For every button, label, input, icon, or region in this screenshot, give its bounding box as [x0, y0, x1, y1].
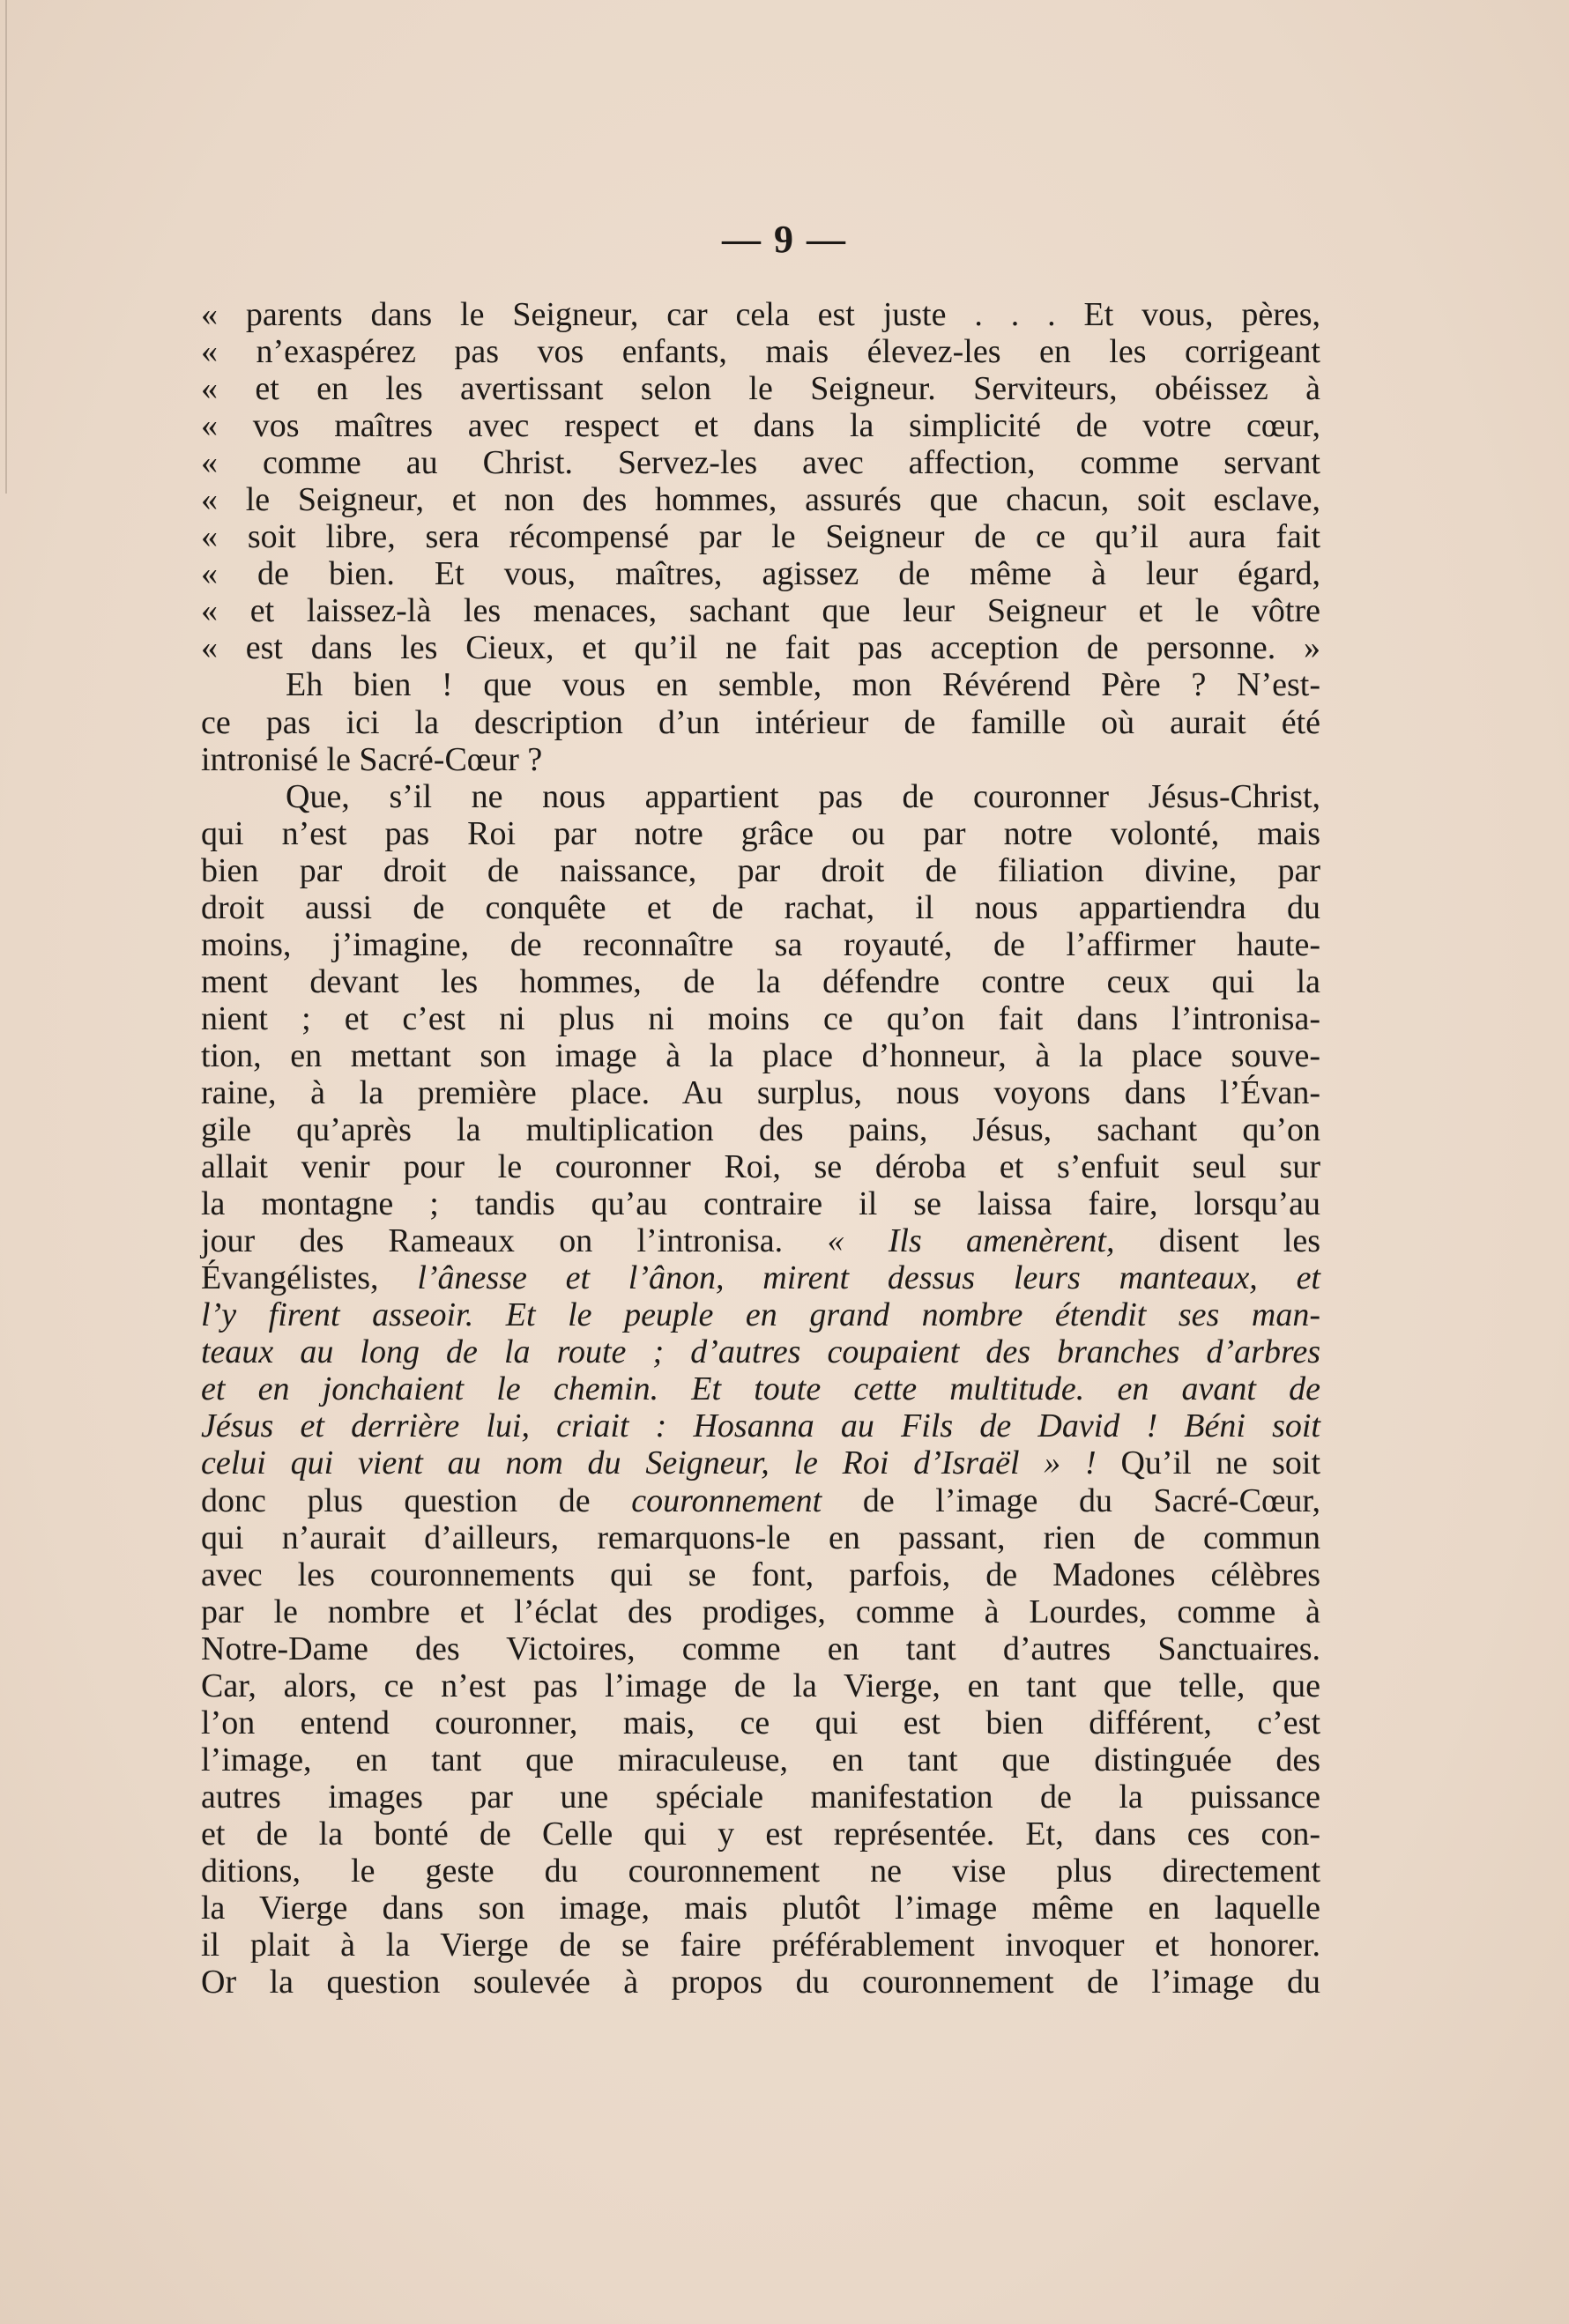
quote-segment: l’ânesse et l’ânon, mirent dessus leurs manteaux, et: [417, 1259, 1320, 1297]
text-line: la montagne ; tandis qu’au contraire il se laissa faire, lorsqu’au: [201, 1185, 1320, 1223]
text-segment: disent les: [1158, 1222, 1321, 1260]
text-line: et de la bonté de Celle qui y est représentée. Et, dans ces con-: [201, 1815, 1320, 1853]
text-line: « de bien. Et vous, maîtres, agissez de même à leur égard,: [201, 555, 1320, 593]
text-line: « vos maîtres avec respect et dans la simplicité de votre cœur,: [201, 407, 1320, 445]
text-line: « est dans les Cieux, et qu’il ne fait pas acception de personne. »: [201, 629, 1320, 667]
quote-line: l’y firent asseoir. Et le peuple en grand nombre étendit ses man-: [201, 1296, 1320, 1334]
text-line: [201, 1222, 1320, 1259]
text-line: Car, alors, ce n’est pas l’image de la Vierge, en tant que telle, que: [201, 1667, 1320, 1704]
quote-line: et en jonchaient le chemin. Et toute cette multitude. en avant de: [201, 1370, 1320, 1408]
text-segment: de l’image du Sacré-Cœur,: [862, 1481, 1321, 1519]
text-line: « n’exaspérez pas vos enfants, mais élevez-les en les corrigeant: [201, 333, 1320, 371]
quote-line: Jésus et derrière lui, criait : Hosanna au Fils de David ! Béni soit: [201, 1407, 1320, 1445]
text-segment: Évangélistes,: [201, 1259, 379, 1297]
text-line: « soit libre, sera récompensé par le Seigneur de ce qu’il aura fait: [201, 518, 1320, 556]
text-line: Or la question soulevée à propos du couronnement de l’image du: [201, 1964, 1320, 2001]
text-line: intronisé le Sacré-Cœur ?: [201, 740, 543, 778]
text-line: qui n’aurait d’ailleurs, remarquons-le en passant, rien de commun: [201, 1518, 1320, 1556]
text-segment: donc plus question de: [201, 1481, 591, 1519]
text-line: [201, 1482, 1320, 1519]
text-line: l’on entend couronner, mais, ce qui est bien différent, c’est: [201, 1704, 1320, 1741]
text-segment: Qu’il ne soit: [1120, 1444, 1321, 1482]
text-segment: jour des Rameaux on l’intronisa.: [201, 1222, 784, 1260]
text-line: autres images par une spéciale manifestation de la puissance: [201, 1778, 1320, 1815]
text-line: la Vierge dans son image, mais plutôt l’image même en laquelle: [201, 1890, 1320, 1927]
text-line: « et en les avertissant selon le Seigneur. Serviteurs, obéissez à: [201, 370, 1320, 408]
text-line: bien par droit de naissance, par droit de filiation divine, par: [201, 851, 1320, 889]
text-line: « le Seigneur, et non des hommes, assurés que chacun, soit esclave,: [201, 481, 1320, 519]
text-line: ditions, le geste du couronnement ne vise plus directement: [201, 1852, 1320, 1890]
quote-segment: « Ils amenèrent,: [827, 1222, 1115, 1260]
text-line: par le nombre et l’éclat des prodiges, comme à Lourdes, comme à: [201, 1593, 1320, 1630]
text-line: qui n’est pas Roi par notre grâce ou par notre volonté, mais: [201, 814, 1320, 852]
text-line: moins, j’imagine, de reconnaître sa royauté, de l’affirmer haute-: [201, 925, 1320, 963]
quote-segment: celui qui vient au nom du Seigneur, le Roi d’Israël » !: [201, 1444, 1097, 1482]
paragraph-start-line: Que, s’il ne nous appartient pas de couronner Jésus-Christ,: [286, 777, 1320, 815]
text-line: gile qu’après la multiplication des pains, Jésus, sachant qu’on: [201, 1111, 1320, 1149]
text-line: l’image, en tant que miraculeuse, en tant que distinguée des: [201, 1741, 1320, 1778]
body-text: [201, 296, 1320, 2001]
page-number: — 9 —: [722, 218, 847, 261]
text-line: raine, à la première place. Au surplus, nous voyons dans l’Évan-: [201, 1073, 1320, 1111]
text-line: [201, 1259, 1320, 1296]
text-line: ce pas ici la description d’un intérieur de famille où aurait été: [201, 703, 1320, 741]
text-line: droit aussi de conquête et de rachat, il nous appartiendra du: [201, 888, 1320, 926]
text-line: « et laissez-là les menaces, sachant que leur Seigneur et le vôtre: [201, 592, 1320, 630]
text-line: « parents dans le Seigneur, car cela est juste . . . Et vous, pères,: [201, 296, 1320, 333]
quote-line: teaux au long de la route ; d’autres coupaient des branches d’arbres: [201, 1333, 1320, 1371]
text-line: allait venir pour le couronner Roi, se déroba et s’enfuit seul sur: [201, 1148, 1320, 1186]
text-line: tion, en mettant son image à la place d’honneur, à la place souve-: [201, 1036, 1320, 1074]
paragraph-start-line: Eh bien ! que vous en semble, mon Révérend Père ? N’est-: [286, 666, 1320, 704]
text-line: [201, 1444, 1320, 1481]
text-line: Notre-Dame des Victoires, comme en tant d’autres Sanctuaires.: [201, 1630, 1320, 1667]
text-line: « comme au Christ. Servez-les avec affection, comme servant: [201, 444, 1320, 482]
text-line: ment devant les hommes, de la défendre contre ceux qui la: [201, 962, 1320, 1000]
text-line: nient ; et c’est ni plus ni moins ce qu’on fait dans l’intronisa-: [201, 999, 1320, 1037]
emphasis-word: couronnement: [631, 1481, 822, 1519]
text-line: avec les couronnements qui se font, parfois, de Madones célèbres: [201, 1556, 1320, 1593]
text-line: il plait à la Vierge de se faire préférablement invoquer et honorer.: [201, 1927, 1320, 1964]
